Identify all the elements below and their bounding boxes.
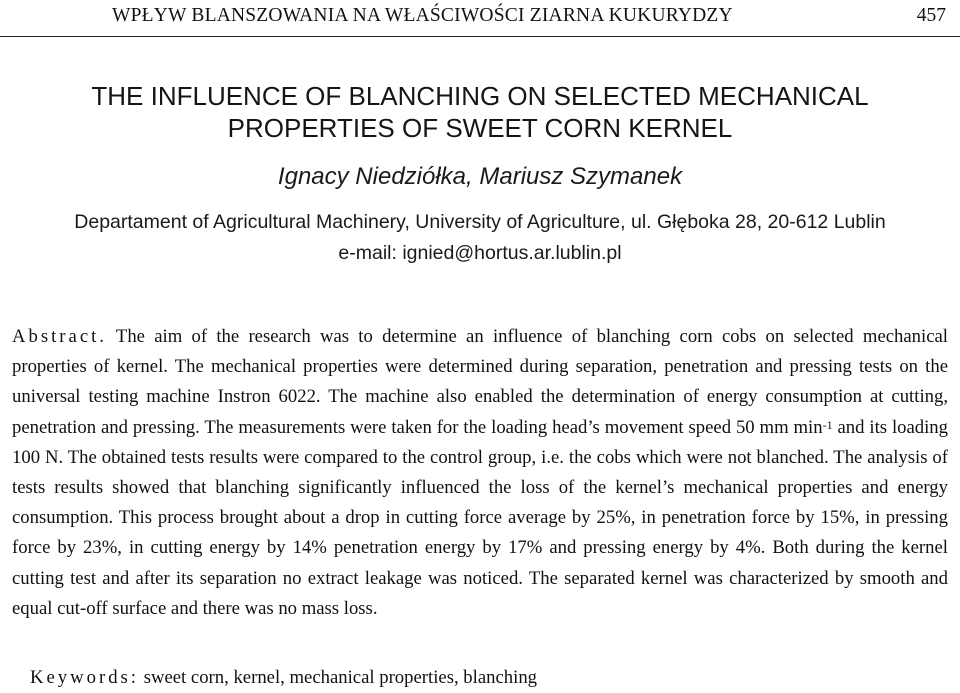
page-number: 457: [916, 5, 946, 26]
authors: Ignacy Niedziółka, Mariusz Szymanek: [277, 163, 683, 190]
paper-title-line-2: PROPERTIES OF SWEET CORN KERNEL: [227, 113, 733, 143]
running-title: WPŁYW BLANSZOWANIA NA WŁAŚCIWOŚCI ZIARNA KUKURYDZY: [112, 5, 733, 26]
keywords-text: sweet corn, kernel, mechanical properties, blanching: [139, 667, 538, 688]
abstract-superscript: -1: [822, 417, 833, 432]
abstract-text-part-2: and its loading 100 N. The obtained tests results were compared to the control group, i.e. the cobs which were not blanched. The analysis of tests results showed that blanching significantly influenced the loss of the kernel’s mechanical properties and energy consumption. This process brought about a drop in cutting force average by 25%, in penetration force by 15%, in pressing force by 23%, in cutting energy by 14% penetration energy by 17% and pressing energy by 4%. Both during the kernel cutting test and after its separation no extract leakage was noticed. The separated kernel was characterized by smooth and equal cut-off surface and there was no mass loss.: [12, 416, 948, 619]
abstract-paragraph: [12, 322, 948, 624]
email: e-mail: ignied@hortus.ar.lublin.pl: [338, 242, 622, 264]
paper-title-line-1: THE INFLUENCE OF BLANCHING ON SELECTED MECHANICAL: [91, 81, 869, 111]
abstract-text-part-1: The aim of the research was to determine an influence of blanching corn cobs on selected mechanical properties of kernel. The mechanical properties were determined during separation, penetration and pressing tests on the universal testing machine Instron 6022. The machine also enabled the determination of energy consumption at cutting, penetration and pressing. The measurements were taken for the loading head’s movement speed 50 mm min: [12, 326, 948, 438]
running-header: [0, 0, 960, 37]
abstract: [12, 322, 948, 624]
abstract-label: Abstract.: [12, 326, 107, 347]
keywords-label: Keywords:: [30, 667, 140, 688]
keywords: [30, 664, 950, 692]
affiliation: Departament of Agricultural Machinery, University of Agriculture, ul. Głęboka 28, 20-612 Lublin: [74, 211, 886, 233]
